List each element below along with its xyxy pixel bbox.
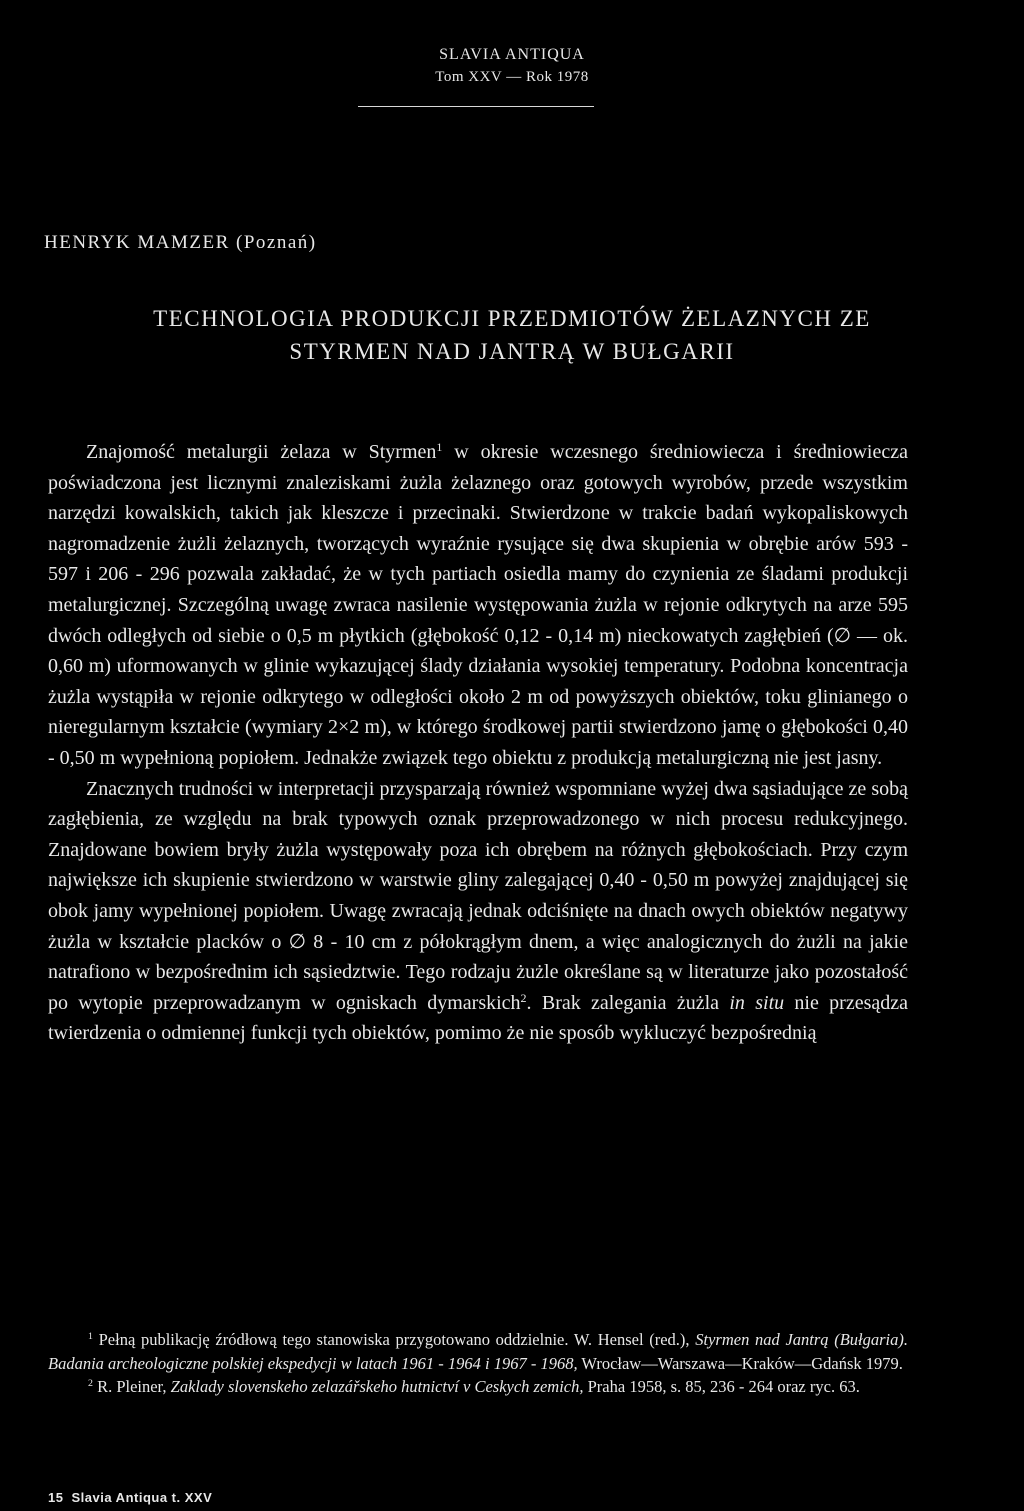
footnote-ref-2: 2: [520, 990, 527, 1005]
page-footer: [48, 1490, 212, 1505]
article-body: [48, 437, 908, 1049]
paragraph-2-text-a: Znacznych trudności w interpretacji przysparzają również wspomniane wyżej dwa sąsiadujące ze sobą zagłębienia, ze względu na brak typowych oznak przeprowadzonego w nich procesu redukcyjnego. Znajdowane bowiem bryły żużla występowały poza ich obrębem na różnych głębokościach. Przy czym największe ich skupienie stwierdzono w warstwie gliny zalegającej 0,40 - 0,50 m powyżej znajdującej się obok jamy wypełnionej popiołem. Uwagę zwracają jednak odciśnięte na dnach owych obiektów negatywy żużla w kształcie placków o ∅ 8 - 10 cm z półokrągłym dnem, a więc analogicznych do żużli na jakie natrafiono w bezpośrednim ich sąsiedztwie. Tego rodzaju żużle określane są w literaturze jako pozostałość po wytopie przeprowadzanym w ogniskach dymarskich: [48, 777, 908, 1014]
journal-header: [0, 44, 1024, 88]
paragraph-2-text-c: nie przesądza twierdzenia o odmiennej funkcji tych obiektów, pomimo że nie sposób wykluczyć bezpośrednią: [48, 991, 909, 1045]
footnote-2-italic: Zaklady slovenskeho zelazářskeho hutnictví v Ceskych zemich,: [170, 1377, 584, 1396]
footnote-1-text-a: Pełną publikację źródłową tego stanowiska przygotowano oddzielnie. W. Hensel (red.),: [92, 1330, 696, 1349]
journal-name: SLAVIA ANTIQUA: [439, 46, 585, 63]
article-author: HENRYK MAMZER (Poznań): [44, 232, 317, 253]
footer-journal: Slavia Antiqua t. XXV: [71, 1490, 213, 1505]
footnote-1-italic: Styrmen nad Jantrą (Bułgaria). Badania archeologiczne polskiej ekspedycji w latach 1961 - 1964 i 1967 - 1968,: [48, 1330, 908, 1373]
paragraph-1-text-a: Znajomość metalurgii żelaza w Styrmen: [86, 441, 437, 463]
paragraph-1: [48, 437, 908, 774]
article-title-line-1: TECHNOLOGIA PRODUKCJI PRZEDMIOTÓW ŻELAZNYCH ZE: [153, 306, 871, 331]
footnote-2: [48, 1375, 908, 1399]
footnote-1-mark: 1: [88, 1331, 93, 1343]
sheet-signature: 15: [48, 1490, 64, 1505]
header-rule: [358, 106, 594, 107]
footnotes: [48, 1328, 908, 1399]
article-title-line-2: STYRMEN NAD JANTRĄ W BUŁGARII: [289, 339, 735, 364]
footnote-2-text-a: R. Pleiner,: [92, 1377, 171, 1396]
paragraph-2: [48, 774, 908, 1049]
paragraph-2-italic: in situ: [729, 991, 785, 1014]
footnote-2-text-b: Praha 1958, s. 85, 236 - 264 oraz ryc. 63.: [583, 1377, 860, 1396]
article-title: [0, 302, 1024, 368]
journal-volume: Tom XXV — Rok 1978: [435, 69, 589, 85]
paragraph-1-text-b: w okresie wczesnego średniowiecza i średniowiecza poświadczona jest licznymi znaleziskami żużla żelaznego oraz gotowych wyrobów, przede wszystkim narzędzi kowalskich, takich jak kleszcze i przecinaki. Stwierdzone w trakcie badań wykopaliskowych nagromadzenie żużli żelaznych, tworzących wyraźnie rysujące się dwa skupienia w obrębie arów 593 - 597 i 206 - 296 pozwala zakładać, że w tych partiach osiedla mamy do czynienia ze śladami produkcji metalurgicznej. Szczególną uwagę zwraca nasilenie występowania żużla w rejonie odkrytych na arze 595 dwóch odległych od siebie o 0,5 m płytkich (głębokość 0,12 - 0,14 m) nieckowatych zagłębień (∅ — ok. 0,60 m) uformowanych w glinie wykazującej ślady działania wysokiej temperatury. Podobna koncentracja żużla wystąpiła w rejonie odkrytego w odległości około 2 m od powyższych obiektów, toku glinianego o nieregularnym kształcie (wymiary 2×2 m), w którego środkowej partii stwierdzono jamę o głębokości 0,40 - 0,50 m wypełnioną popiołem. Jednakże związek tego obiektu z produkcją metalurgiczną nie jest jasny.: [48, 441, 908, 769]
footnote-1-text-b: Wrocław—Warszawa—Kraków—Gdańsk 1979.: [577, 1353, 903, 1373]
footnote-1: [48, 1328, 908, 1375]
footnote-2-mark: 2: [88, 1378, 93, 1390]
paragraph-2-text-b: . Brak zalegania żużla: [526, 991, 730, 1014]
footnote-ref-1: 1: [436, 439, 443, 454]
